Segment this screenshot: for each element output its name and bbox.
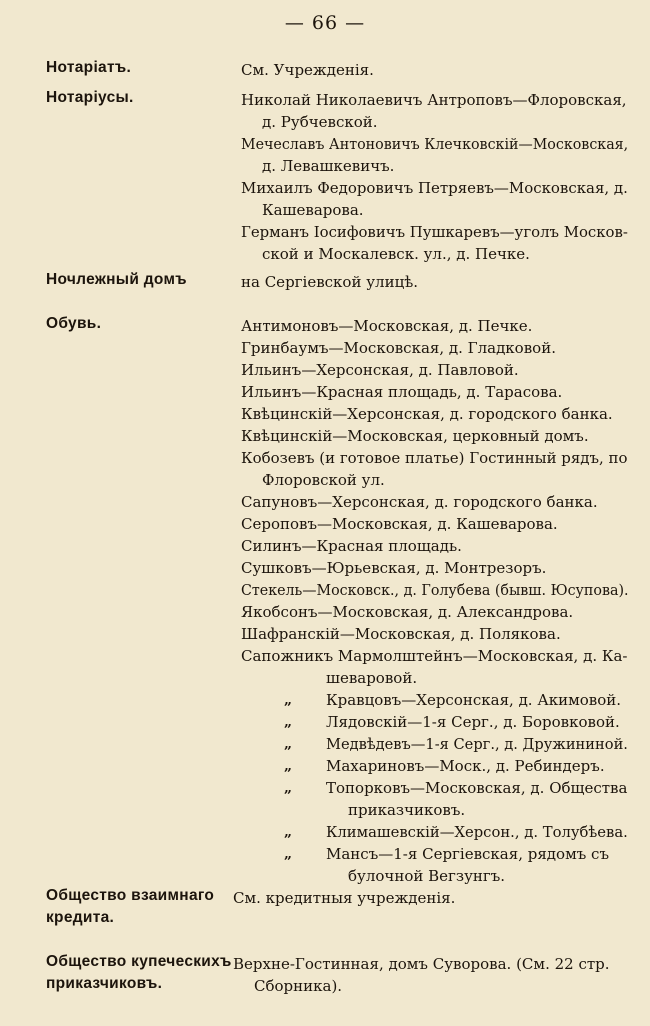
entry-line: Гринбаумъ—Московская, д. Гладковой. xyxy=(241,339,556,357)
entry-line: Сапуновъ—Херсонская, д. городского банка. xyxy=(241,493,598,511)
entry-line: Топорковъ—Московская, д. Общества xyxy=(326,779,628,797)
entry-line: Сероповъ—Московская, д. Кашеварова. xyxy=(241,515,558,533)
ditto-mark: „ xyxy=(284,846,293,862)
entry-line: Ильинъ—Херсонская, д. Павловой. xyxy=(241,361,519,379)
entry-line: булочной Вегзунгъ. xyxy=(348,867,506,885)
entry-line: Верхне-Гостинная, домъ Суворова. (См. 22 стр. xyxy=(233,955,610,973)
ditto-mark: „ xyxy=(284,714,293,730)
entry-heading: Общество купеческихъ xyxy=(46,953,232,970)
entry-line: Флоровской ул. xyxy=(262,471,385,489)
page-number: — 66 — xyxy=(284,12,366,34)
ditto-mark: „ xyxy=(284,780,293,796)
entry-heading: Нотаріатъ. xyxy=(46,59,132,76)
entry-line: Кобозевъ (и готовое платье) Гостинный рядъ, по xyxy=(241,449,628,467)
entry-line: Сушковъ—Юрьевская, д. Монтрезоръ. xyxy=(241,559,547,577)
entry-line: д. Левашкевичъ. xyxy=(262,157,395,175)
entry-heading: Обувь. xyxy=(46,315,102,332)
entry-line: См. Учрежденія. xyxy=(241,61,374,79)
entry-line: Михаилъ Федоровичъ Петряевъ—Московская, д. xyxy=(241,179,628,197)
entry-heading-continued: кредита. xyxy=(46,909,115,926)
entry-line: ской и Москалевск. ул., д. Печке. xyxy=(262,245,530,263)
entry-line: Кравцовъ—Херсонская, д. Акимовой. xyxy=(326,691,622,709)
entry-line: Сапожникъ Мармолштейнъ—Московская, д. Ка- xyxy=(241,647,628,665)
entry-line: Мечеславъ Антоновичъ Клечковскій—Московская, xyxy=(241,135,629,153)
entry-line: Мансъ—1-я Сергіевская, рядомъ съ xyxy=(326,845,609,863)
ditto-mark: „ xyxy=(284,758,293,774)
ditto-mark: „ xyxy=(284,736,293,752)
entry-line: Медвѣдевъ—1-я Серг., д. Дружининой. xyxy=(326,735,628,753)
entry-line: Германъ Іосифовичъ Пушкаревъ—уголъ Москов- xyxy=(241,223,628,241)
entry-line: Квѣцинскій—Херсонская, д. городского банка. xyxy=(241,405,613,423)
entry-line: д. Рубчевской. xyxy=(262,113,378,131)
entry-line: Стекель—Московск., д. Голубева (бывш. Юсупова). xyxy=(241,581,629,599)
entry-heading-continued: приказчиковъ. xyxy=(46,975,163,992)
entry-line: Николай Николаевичъ Антроповъ—Флоровская, xyxy=(241,91,627,109)
ditto-mark: „ xyxy=(284,824,293,840)
entry-line: приказчиковъ. xyxy=(348,801,466,819)
ditto-mark: „ xyxy=(284,692,293,708)
entry-line: Якобсонъ—Московская, д. Александрова. xyxy=(241,603,574,621)
entry-line: Квѣцинскій—Московская, церковный домъ. xyxy=(241,427,589,445)
entry-line: на Сергіевской улицѣ. xyxy=(241,273,419,291)
entry-heading: Нотаріусы. xyxy=(46,89,134,106)
entry-line: Силинъ—Красная площадь. xyxy=(241,537,462,555)
entry-line: Антимоновъ—Московская, д. Печке. xyxy=(241,317,533,335)
entry-line: Махариновъ—Моск., д. Ребиндеръ. xyxy=(326,757,605,775)
entry-line: Шафранскій—Московская, д. Полякова. xyxy=(241,625,561,643)
entry-line: шеваровой. xyxy=(326,669,418,687)
entry-heading: Общество взаимнаго xyxy=(46,887,215,904)
entry-heading: Ночлежный домъ xyxy=(46,271,187,288)
entry-line: Сборника). xyxy=(254,977,343,995)
entry-line: Кашеварова. xyxy=(262,201,364,219)
entry-line: Климашевскій—Херсон., д. Толубѣева. xyxy=(326,823,628,841)
entry-line: Лядовскій—1-я Серг., д. Боровковой. xyxy=(326,713,620,731)
entry-line: Ильинъ—Красная площадь, д. Тарасова. xyxy=(241,383,563,401)
entry-line: См. кредитныя учрежденія. xyxy=(233,889,456,907)
